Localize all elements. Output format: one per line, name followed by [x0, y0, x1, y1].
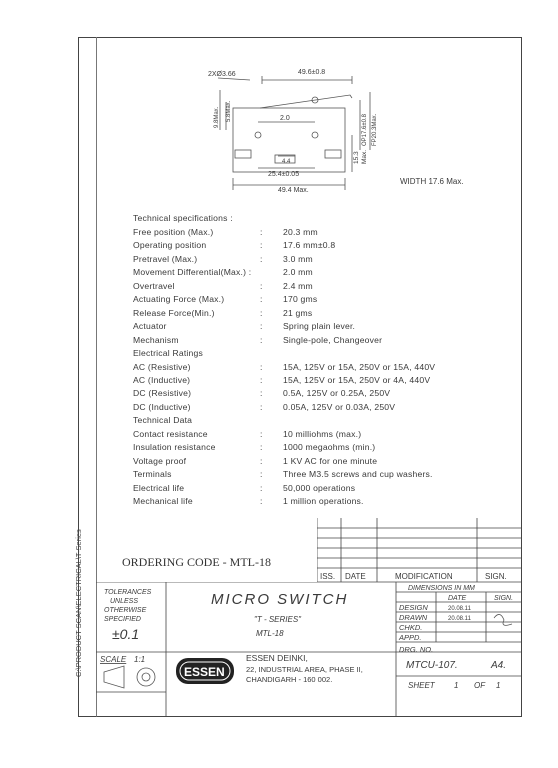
spec-colon: :: [260, 307, 263, 318]
tolerance-line-2: UNLESS: [110, 598, 139, 605]
spec-label: Electrical Ratings: [133, 348, 203, 359]
spec-label: Actuator: [133, 321, 167, 332]
spec-colon: :: [260, 401, 263, 412]
appd-label: APPD.: [399, 633, 422, 642]
design-date: 20.08.11: [448, 606, 471, 612]
tolerance-line-3: OTHERWISE: [104, 607, 147, 614]
spec-label: Free position (Max.): [133, 227, 214, 237]
dim-op: OP17.6±0.8: [362, 114, 368, 146]
drawn-label: DRAWN: [399, 613, 428, 622]
spec-value: 2.4 mm: [283, 280, 313, 291]
spec-label: AC (Inductive): [133, 374, 191, 385]
spec-value: 15A, 125V or 15A, 250V or 15A, 440V: [283, 361, 436, 372]
spec-colon: :: [260, 442, 263, 453]
spec-colon: :: [260, 294, 263, 305]
spec-colon: :: [260, 253, 263, 264]
spec-label: AC (Resistive): [133, 361, 191, 372]
series-label: "T - SERIES": [254, 615, 302, 624]
dim-max: Max.: [361, 149, 368, 164]
spec-value: Spring plain lever.: [283, 321, 356, 332]
scale-label: SCALE: [100, 655, 127, 664]
drawing-title: MICRO SWITCH: [211, 591, 349, 608]
dim-44: 4.4: [282, 159, 291, 165]
mounting-hole-right: [312, 132, 318, 138]
specs-header: Technical specifications :: [133, 213, 233, 223]
spec-value: 3.0 mm: [283, 253, 313, 264]
spec-colon: :: [260, 361, 263, 372]
spec-value: 0.5A, 125V or 0.25A, 250V: [283, 388, 391, 399]
spec-colon: :: [260, 496, 263, 506]
dim-20: 2.0: [280, 115, 290, 122]
spec-label: Pretravel (Max.): [133, 253, 198, 264]
spec-label: Operating position: [133, 240, 207, 251]
spec-colon: :: [260, 428, 263, 439]
rev-iss-header: ISS.: [320, 572, 336, 581]
drg-no: MTCU-107.: [406, 660, 458, 671]
file-path-strip: [74, 37, 96, 717]
spec-label: Technical Data: [133, 415, 193, 426]
spec-value: 21 gms: [283, 307, 313, 318]
spec-label: Insulation resistance: [133, 442, 216, 453]
spec-value: 15A, 125V or 15A, 250V or 4A, 440V: [283, 374, 431, 385]
scale-value: 1:1: [134, 655, 146, 664]
drawn-date: 20.08.11: [448, 616, 471, 622]
spec-label: DC (Inductive): [133, 401, 191, 412]
address-line-2: CHANDIGARH - 160 002.: [246, 675, 333, 684]
spec-colon: :: [260, 240, 263, 251]
tolerance-line-1: TOLERANCES: [104, 589, 152, 596]
actuator-lever: [260, 95, 352, 108]
dim-fp: FP20.3Max.: [372, 113, 378, 146]
file-path-text: C:\PRODUCT SCAN\ELECTRICAL\T-Series: [74, 529, 83, 677]
sheet-total: 1: [496, 681, 501, 690]
spec-value: 1 KV AC for one minute: [283, 455, 378, 466]
rev-modification-header: MODIFICATION: [395, 572, 453, 581]
spec-value: 50,000 operations: [283, 482, 356, 493]
spec-colon: :: [260, 469, 263, 480]
chkd-label: CHKD.: [399, 623, 423, 632]
drg-no-label: DRG. NO.: [399, 645, 434, 654]
width-note: WIDTH 17.6 Max.: [400, 177, 464, 186]
spec-value: 2.0 mm: [283, 267, 313, 278]
spec-label: Electrical life: [133, 482, 185, 493]
rev-date-header: DATE: [345, 572, 366, 581]
spec-label: Voltage proof: [133, 455, 187, 466]
spec-label: DC (Resistive): [133, 388, 192, 399]
spec-colon: :: [260, 388, 263, 399]
dim-153: 15.3: [353, 151, 360, 164]
spec-value: Single-pole, Changeover: [283, 334, 383, 345]
spec-value: 17.6 mm±0.8: [283, 240, 336, 251]
dim-494: 49.4 Max.: [278, 187, 309, 194]
spec-label: Release Force(Min.): [133, 307, 215, 318]
tolerance-line-4: SPECIFIED: [104, 616, 141, 623]
spec-label: Overtravel: [133, 280, 175, 291]
spec-label: Actuating Force (Max.): [133, 294, 225, 305]
spec-value: 170 gms: [283, 294, 318, 305]
design-label: DESIGN: [399, 603, 428, 612]
title-block: [96, 582, 522, 717]
spec-value: 0.05A, 125V or 0.03A, 250V: [283, 401, 396, 412]
projection-symbol-icon: [104, 666, 155, 688]
date-col-label: DATE: [448, 595, 467, 602]
ordering-code: ORDERING CODE - MTL-18: [122, 555, 271, 569]
spec-colon: :: [260, 374, 263, 385]
address-line-1: 22, INDUSTRIAL AREA, PHASE II,: [246, 665, 363, 674]
sheet-size: A4.: [491, 660, 507, 671]
switch-technical-drawing: [190, 60, 480, 195]
spec-value: 10 milliohms (max.): [283, 428, 362, 439]
spec-colon: :: [260, 227, 263, 237]
spec-value: 1000 megaohms (min.): [283, 442, 376, 453]
spec-colon: :: [260, 321, 263, 332]
spec-label: Mechanism: [133, 334, 179, 345]
sign-col-label: SIGN.: [494, 595, 514, 602]
sheet-number: 1: [454, 681, 459, 690]
spec-value: 1 million operations.: [283, 496, 364, 506]
mounting-hole-left: [255, 132, 261, 138]
sheet-label: SHEET: [408, 681, 435, 690]
spec-label: Contact resistance: [133, 428, 208, 439]
spec-colon: :: [260, 280, 263, 291]
tolerance-value: ±0.1: [112, 626, 140, 642]
dim-holes: 2XØ3.66: [208, 71, 236, 78]
spec-label: Terminals: [133, 469, 172, 480]
spec-colon: :: [260, 334, 263, 345]
dim-254: 25.4±0.05: [268, 171, 300, 178]
spec-colon: :: [260, 482, 263, 493]
dim-98: 9.8Max.: [214, 106, 220, 128]
company-name: ESSEN DEINKI,: [246, 653, 308, 663]
logo-text: ESSEN: [184, 665, 225, 679]
of-label: OF: [474, 681, 486, 690]
revision-table: [317, 518, 522, 582]
spec-label: Mechanical life: [133, 496, 193, 506]
signature-mark: [494, 614, 512, 625]
spec-value: Three M3.5 screws and cup washers.: [283, 469, 433, 480]
model-label: MTL-18: [256, 629, 284, 638]
dimensions-note: DIMENSIONS IN MM: [408, 585, 475, 592]
spec-label: Movement Differential(Max.) :: [133, 267, 252, 278]
spec-colon: :: [260, 455, 263, 466]
spec-value: 20.3 mm: [283, 227, 318, 237]
dim-width-top: 49.6±0.8: [298, 69, 326, 76]
dim-58: 5.8Max.: [226, 100, 232, 122]
rev-sign-header: SIGN.: [485, 572, 507, 581]
